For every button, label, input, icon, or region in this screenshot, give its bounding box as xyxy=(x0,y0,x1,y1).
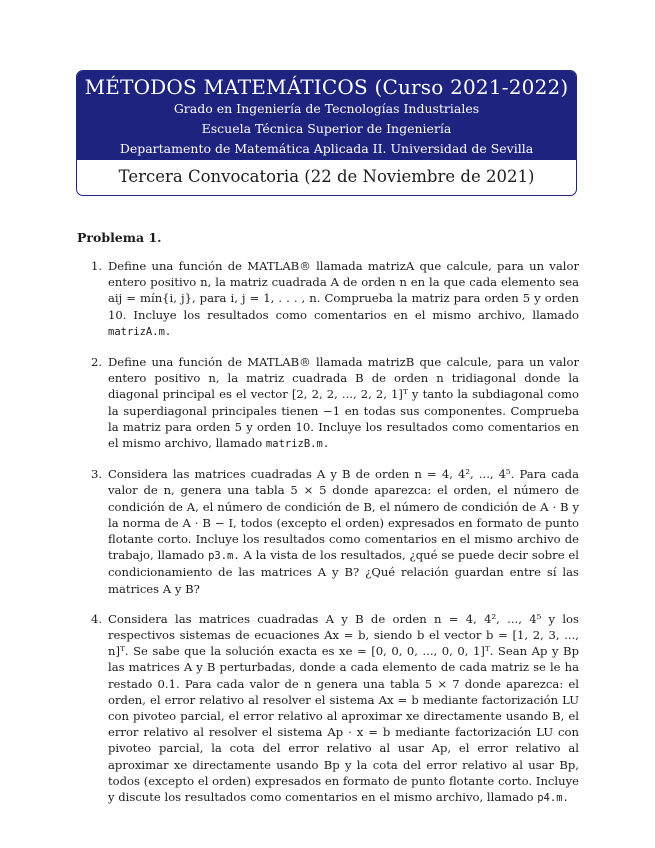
item-text: Considera las matrices cuadradas A y B de orden n = 4, 4², ..., 4⁵ y los respectivos sistemas de ecuaciones Ax = b, siendo b el vector b = [1, 2, 3, ..., n]ᵀ. Se sabe que la solución exacta es xe = [0, 0, 0, ..., 0, 0, 1]ᵀ. Sean Ap y Bp las matrices A y B perturbadas, donde a cada elemento de cada matriz se le ha restado 0.1. Para cada valor de n genera una tabla 5 × 7 donde aparezca: el orden, el error relativo al resolver el sistema Ax = b mediante factorización LU con pivoteo parcial, el error relativo al aproximar xe directamente usando B, el error relativo al resolver el sistema Ap · x = b mediante factorización LU con pivoteo parcial, la cota del error relativo al usar Ap, el error relativo al aproximar xe directamente usando Bp y la cota del error relativo al usar Bp, todos (excepto el orden) expresados en formato de punto flotante corto. Incluye y discute los resultados como comentarios en el mismo archivo, llamado xyxy=(108,611,579,805)
item-number: 2. xyxy=(91,355,103,370)
item-number: 3. xyxy=(91,467,103,482)
file-name: matrizB.m. xyxy=(265,438,330,451)
file-name: matrizA.m. xyxy=(108,325,172,338)
file-name: p3.m. xyxy=(208,550,240,563)
problem-item-3 xyxy=(77,466,579,597)
problem-item-1 xyxy=(77,258,579,340)
degree-line: Grado en Ingeniería de Tecnologías Industriales xyxy=(173,101,480,116)
exam-session: Tercera Convocatoria (22 de Noviembre de 2021) xyxy=(118,167,535,186)
problem-list xyxy=(77,258,579,820)
item-text: Considera las matrices cuadradas A y B de orden n = 4, 4², ..., 4⁵. Para cada valor de n, genera una tabla 5 × 5 donde aparezca: el orden, el número de condición de A, el número de condición de B, el número de condición de A · B y la norma de A · B − I, todos (excepto el orden) expresados en formato de punto flotante corto. Incluye los resultados como comentarios en el mismo archivo de trabajo, llamado xyxy=(108,467,579,563)
school-line: Escuela Técnica Superior de Ingeniería xyxy=(201,121,452,136)
problem-item-4 xyxy=(77,611,579,806)
course-title: MÉTODOS MATEMÁTICOS (Curso 2021-2022) xyxy=(84,75,569,99)
problem-heading: Problema 1. xyxy=(77,230,162,245)
item-text-after: A la vista de los resultados, ¿qué se puede decir sobre el condicionamiento de las matrices A y B? ¿Qué relación guardan entre sí las matrices A y B? xyxy=(108,548,579,596)
item-number: 1. xyxy=(91,259,103,273)
problem-item-2 xyxy=(77,354,579,452)
item-text: Define una función de MATLAB® llamada matrizB que calcule, para un valor entero positivo n, la matriz cuadrada B de orden n tridiagonal donde la diagonal principal es el vector [2, 2, 2, ..., 2, 2, 1]ᵀ y tanto la subdiagonal como la superdiagonal principales tienen −1 en todas sus componentes. Comprueba la matriz para orden 5 y orden 10. Incluye los resultados como comentarios en el mismo archivo, llamado xyxy=(108,355,579,451)
item-number: 4. xyxy=(91,611,103,626)
file-name: p4.m. xyxy=(537,792,569,805)
header-banner xyxy=(77,71,576,160)
exam-header xyxy=(76,70,577,196)
item-text: Define una función de MATLAB® llamada matrizA que calcule, para un valor entero positivo n, la matriz cuadrada A de orden n en la que cada elemento sea aij = mín{i, j}, para i, j = 1, . . . , n. Comprueba la matriz para orden 5 y orden 10. Incluye los resultados como comentarios en el mismo archivo, llamado xyxy=(108,259,579,322)
department-line: Departamento de Matemática Aplicada II. Universidad de Sevilla xyxy=(119,141,534,156)
